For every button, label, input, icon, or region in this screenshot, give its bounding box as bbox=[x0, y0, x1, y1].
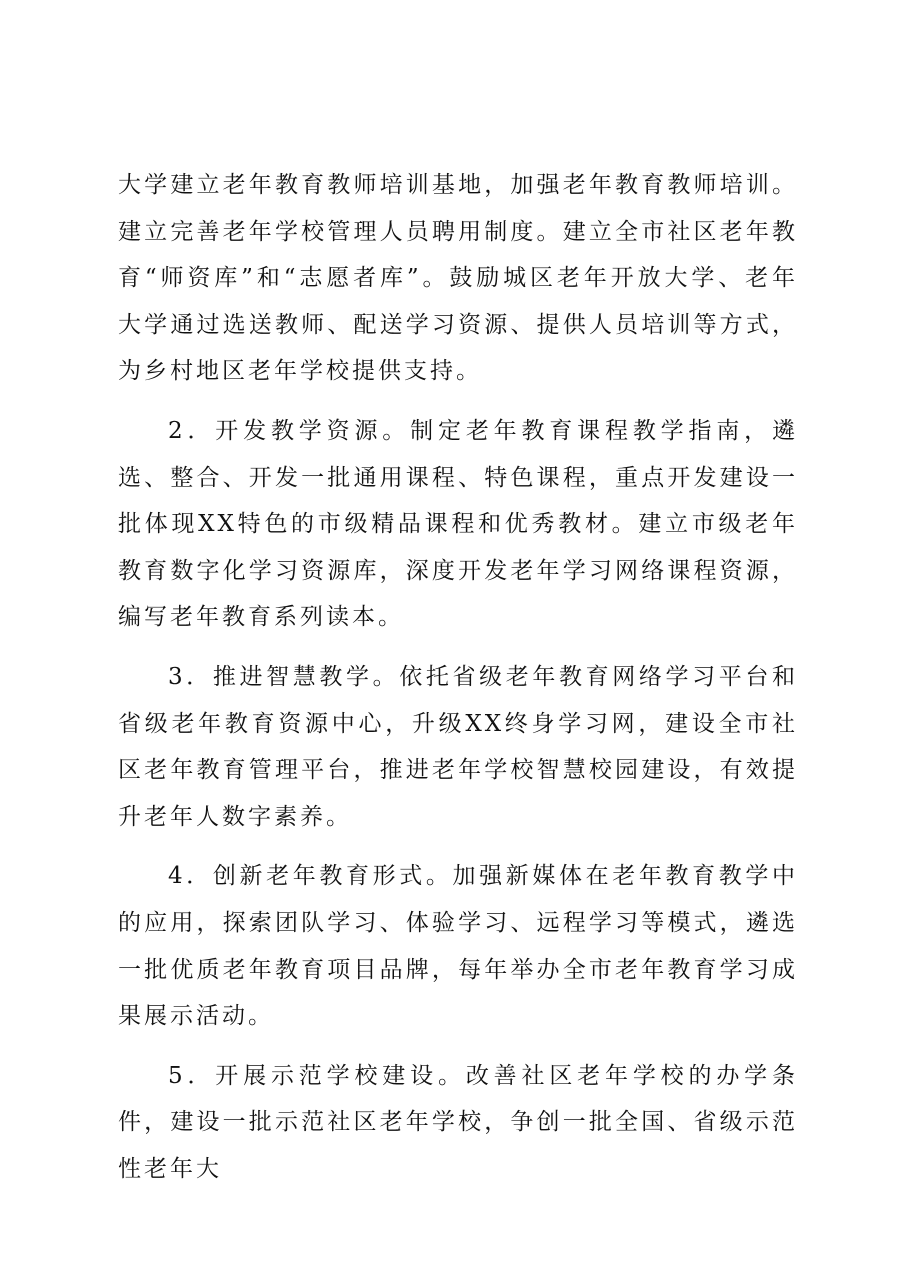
paragraph-item-5: 5．开展示范学校建设。改善社区老年学校的办学条件，建设一批示范社区老年学校，争创一批全国、省级示范性老年大 bbox=[118, 1062, 798, 1182]
paragraph-item-2: 2．开发教学资源。制定老年教育课程教学指南，遴选、整合、开发一批通用课程、特色课程，重点开发建设一批体现XX特色的市级精品课程和优秀教材。建立市级老年教育数字化学习资源库，深度开发老年学习网络课程资源，编写老年教育系列读本。 bbox=[118, 417, 798, 631]
document-body bbox=[118, 162, 798, 1192]
paragraph-item-4: 4．创新老年教育形式。加强新媒体在老年教育教学中的应用，探索团队学习、体验学习、远程学习等模式，遴选一批优质老年教育项目品牌，每年举办全市老年教育学习成果展示活动。 bbox=[118, 863, 798, 1030]
paragraph-continuation: 大学建立老年教育教师培训基地，加强老年教育教师培训。建立完善老年学校管理人员聘用制度。建立全市社区老年教育“师资库”和“志愿者库”。鼓励城区老年开放大学、老年大学通过选送教师、配送学习资源、提供人员培训等方式，为乡村地区老年学校提供支持。 bbox=[118, 172, 798, 385]
paragraph-item-3: 3．推进智慧教学。依托省级老年教育网络学习平台和省级老年教育资源中心，升级XX终身学习网，建设全市社区老年教育管理平台，推进老年学校智慧校园建设，有效提升老年人数字素养。 bbox=[118, 663, 798, 830]
